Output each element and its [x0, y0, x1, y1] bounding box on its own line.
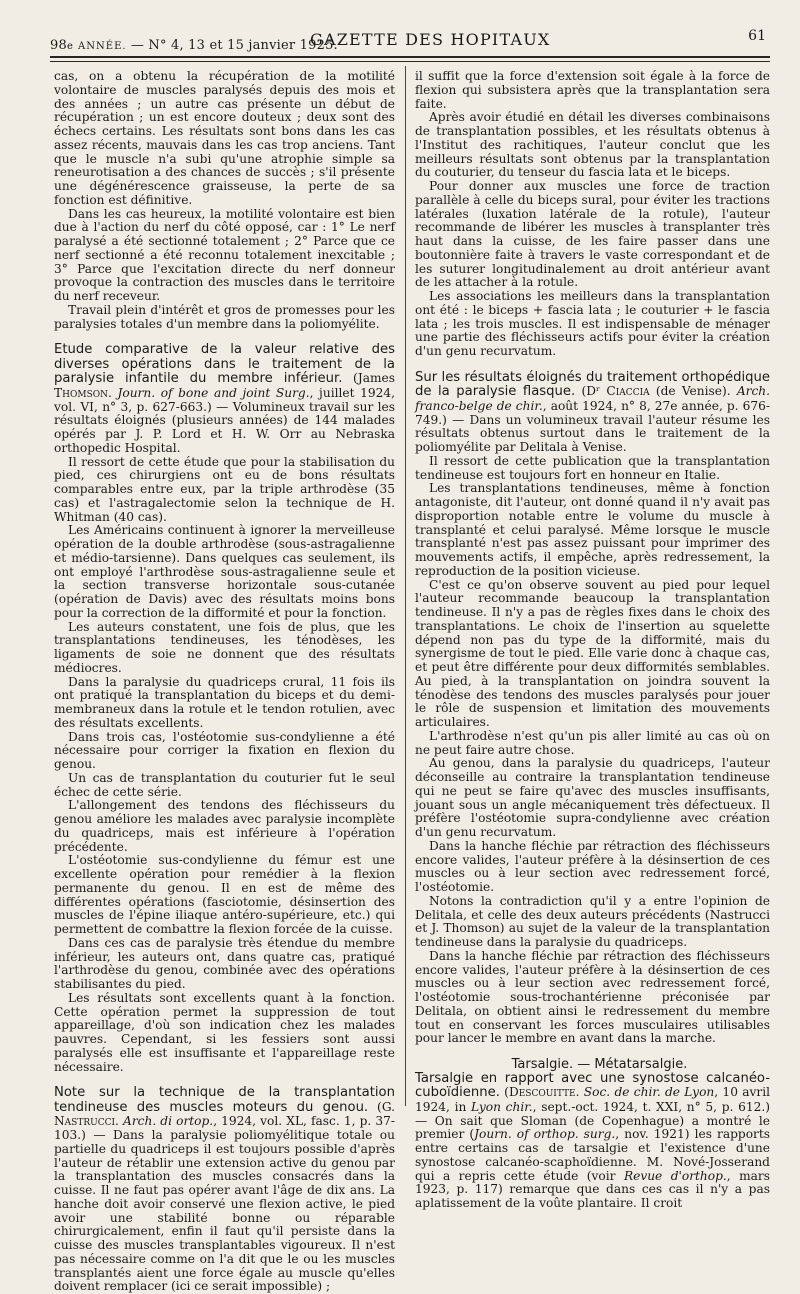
paragraph: il suffit que la force d'extension soit égale à la force de flexion qui subsistera après que la transplantation sera faite.	[415, 69, 770, 111]
journal-name: Journ. of bone and joint Surg.	[117, 385, 310, 400]
issue-date: — N° 4, 13 et 15 janvier 1925.	[126, 38, 338, 53]
ref-text: , août 1924, n° 8, 27e année, p. 676-749.) — Dans un volumineux travail l'auteur résume les résultats obtenus surtout dans le traitement de la poliomyélite par Delitala à Venise.	[415, 398, 771, 454]
nastrucci-entry	[54, 1086, 395, 1294]
ref-text: , mars 1923, p. 117) remarque que dans ces cas il n'y a pas aplatissement de la voûte plantaire. Il croit	[415, 1168, 770, 1210]
paragraph: L'arthrodèse n'est qu'un pis aller limité au cas où on ne peut faire autre chose.	[415, 728, 770, 757]
ref-text: (G.	[368, 1099, 395, 1114]
paragraph: cas, on a obtenu la récupération de la motilité volontaire de muscles paralysés depuis des mois et des années ; un autre cas présente un début de récupération ; un est encore douteux ; deux sont des échecs certains. Les résultats sont bons dans les cas assez récents, mauvais dans les cas trop anciens. Tant que le muscle n'a subi qu'une atrophie simple sa reneurotisation a des chances de succès ; s'il présente une dégénérescence graisseuse, la perte de sa fonction est définitive.	[54, 69, 395, 207]
paragraph: Les associations les meilleurs dans la transplantation ont été : le biceps + fascia lata ; le couturier + le fascia lata ; les trois muscles. Il est indispensable de ménager une partie des fléchisseurs actifs pour éviter la création d'un genu recurvatum.	[415, 289, 770, 358]
paragraph: Il ressort de cette étude que pour la stabilisation du pied, ces chirurgiens ont eu de bons résultats comparables entre eux, par la triple arthrodèse (35 cas) et l'astragalectomie selon la technique de H. Whitman (40 cas).	[54, 454, 395, 524]
author-name: Thomson	[54, 385, 108, 400]
ref-text: , 1924, vol. XL, fasc. 1, p. 37-103.) — Dans la paralysie poliomyélitique totale ou partielle du quadriceps il est toujours possible d'après l'auteur de rétablir une extension active du genou par la transplantation des muscles consacrés dans la cuisse. Il ne faut pas opérer avant l'âge de dix ans. La hanche doit avoir conservé une flexion active, le pied avoir une stabilité bonne ou réparable chirurgicalement, enfin il faut qu'il persiste dans la cuisse des muscles transplantables vigoureux. Il n'est pas nécessaire comme on l'a dit que le ou les muscles transplantés aient une force égale au muscle qu'elles doivent remplacer (ici ce serait impossible) ;	[54, 1114, 395, 1294]
author-name: Ciaccia	[606, 384, 650, 399]
ref-text: .	[108, 385, 118, 400]
paragraph: Au genou, dans la paralysie du quadriceps, l'auteur déconseille au contraire la transplantation tendineuse qui ne peut se faire qu'avec des muscles insuffisants, jouant sous un angle mécaniquement très défectueux. Il préfère l'ostéotomie supra-condylienne avec création d'un genu recurvatum.	[415, 756, 770, 839]
paragraph: Un cas de transplantation du couturier fut le seul échec de cette série.	[54, 770, 395, 799]
paragraph: Les auteurs constatent, une fois de plus, que les transplantations tendineuses, les ténodèses, les ligaments de soie ne donnent que des résultats médiocres.	[54, 619, 395, 675]
author-name: Descouitte	[508, 1085, 576, 1100]
ref-text: (	[499, 1085, 509, 1100]
paragraph: Travail plein d'intérêt et gros de promesses pour les paralysies totales d'un membre dans la poliomyélite.	[54, 302, 395, 331]
paragraph: Dans la paralysie du quadriceps crural, 11 fois ils ont pratiqué la transplantation du biceps et du demi-membraneux dans la rotule et le tendon rotulien, avec des résultats excellents.	[54, 674, 395, 730]
ciaccia-entry	[415, 371, 770, 455]
paragraph: Pour donner aux muscles une force de traction parallèle à celle du biceps sural, pour éviter les tractions latérales (luxation latérale de la rotule), l'auteur recommande de libérer les muscles à transplanter très haut dans la cuisse, de les faire passer dans une boutonnière faite à travers le vaste correspondant et de les suturer longitudinalement au droit antérieur avant de les attacher à la rotule.	[415, 179, 770, 290]
paragraph: L'allongement des tendons des fléchisseurs du genou améliore les malades avec paralysie incomplète du quadriceps, mais est inférieure à l'opération précédente.	[54, 798, 395, 854]
paragraph: Les Américains continuent à ignorer la merveilleuse opération de la double arthrodèse (sous-astragalienne et médio-tarsienne). Dans quelques cas seulement, ils ont employé l'arthrodèse sous-astragalienne seule et la section transverse horizontale sous-cutanée (opération de Davis) avec des résultats moins bons pour la correction de la difformité et pour la fonction.	[54, 523, 395, 620]
journal-title: GAZETTE DES HOPITAUX	[310, 30, 551, 49]
page-number: 61	[748, 28, 766, 44]
ref-text: , nov. 1921) les rapports entre certains cas de tarsalgie et l'existence d'une synostose calcanéo-scaphoïdienne. M. Nové-Josserand qui a repris cette étude (voir	[415, 1127, 771, 1183]
journal-name: Lyon chir.	[471, 1099, 533, 1114]
journal-name: Arch. franco-belge de chir.	[415, 384, 770, 413]
descouitte-entry	[415, 1072, 770, 1211]
ref-text: , 10 avril 1924, in	[415, 1085, 771, 1114]
journal-name: Journ. of orthop. surg.	[474, 1127, 616, 1142]
article-title: Note sur la technique de la transplantation tendineuse des muscles moteurs du genou.	[54, 1085, 395, 1115]
paragraph: Dans trois cas, l'ostéotomie sus-condylienne a été nécessaire pour corriger la fixation en flexion du genou.	[54, 729, 395, 771]
ref-text: , sept.-oct. 1924, t. XXI, n° 5, p. 612.) — On sait que Sloman (de Copenhague) a montré le premier (	[415, 1099, 770, 1142]
header-rule-thin	[50, 61, 770, 62]
journal-name: Revue d'orthop.	[623, 1168, 727, 1183]
section-heading: Tarsalgie. — Métatarsalgie.	[511, 1057, 688, 1072]
thomson-entry	[54, 343, 395, 455]
paragraph: Il ressort de cette publication que la transplantation tendineuse est toujours fort en honneur en Italie.	[415, 453, 770, 482]
running-header	[40, 26, 770, 56]
paragraph: Dans ces cas de paralysie très étendue du membre inférieur, les auteurs ont, dans quatre cas, pratiqué l'arthrodèse du genou, combinée avec des opérations stabilisantes du pied.	[54, 935, 395, 991]
paragraph: Dans la hanche fléchie par rétraction des fléchisseurs encore valides, l'auteur préfère à la désinsertion de ces muscles ou à leur section avec redressement forcé, l'ostéotomie sous-trochantérienne préconisée par Delitala, on obtient ainsi le redressement du membre tout en conservant les forces musculaires utilisables pour lancer le membre en avant dans la marche.	[415, 948, 770, 1046]
left-column	[54, 70, 395, 1294]
paragraph: Dans les cas heureux, la motilité volontaire est bien due à l'action du nerf du côté opposé, car : 1° Le nerf paralysé a été sectionné totalement ; 2° Parce que ce nerf sectionné a été reconnu totalement inexcitable ; 3° Parce que l'excitation directe du nerf donneur provoque la contraction des muscles dans le territoire du nerf receveur.	[54, 206, 395, 303]
ref-text: (James	[342, 371, 395, 386]
volume-number: 98	[50, 38, 67, 53]
ref-text: .	[575, 1085, 584, 1100]
paragraph: Après avoir étudié en détail les diverses combinaisons de transplantation possibles, et les résultats obtenus à l'Institut des rachitiques, l'auteur conclut que les meilleurs résultats sont obtenus par la transplantation du couturier, du tenseur du fascia lata et le biceps.	[415, 110, 770, 180]
ref-text: (Dʳ	[575, 384, 607, 399]
ref-text: (de Venise).	[649, 384, 737, 399]
paragraph: Notons la contradiction qu'il y a entre l'opinion de Delitala, et celle des deux auteurs précédents (Nastrucci et J. Thomson) au sujet de la valeur de la transplantation tendineuse dans la paralysie du quadriceps.	[415, 893, 770, 949]
right-column	[415, 70, 770, 1211]
paragraph: Les résultats sont excellents quant à la fonction. Cette opération permet la suppression de tout appareillage, d'où son indication chez les malades pauvres. Cependant, si les fessiers sont aussi paralysés elle est insuffisante et l'appareillage reste nécessaire.	[54, 990, 395, 1074]
article-title: Tarsalgie en rapport avec une synostose calcanéo-cuboïdienne.	[415, 1070, 770, 1101]
paragraph: Dans la hanche fléchie par rétraction des fléchisseurs encore valides, l'auteur préfère à la désinsertion de ces muscles ou à leur section avec redressement forcé, l'ostéotomie.	[415, 838, 770, 894]
issue-info	[50, 38, 338, 53]
journal-name: Soc. de chir. de Lyon	[583, 1085, 715, 1100]
ref-text: .	[115, 1114, 124, 1129]
article-title: Etude comparative de la valeur relative des diverses opérations dans le traitement de la paralysie infantile du membre inférieur.	[54, 342, 395, 387]
header-rule-thick	[50, 56, 770, 58]
paragraph: C'est ce qu'on observe souvent au pied pour lequel l'auteur recommande beaucoup la transplantation tendineuse. Il n'y a pas de règles fixes dans le choix des transplantations. Le choix de l'insertion au squelette dépend non pas du type de la difformité, mais du synergisme de tout le pied. Elle varie donc à chaque cas, et peut être différente pour deux difformités semblables. Au pied, à la transplantation on joindra souvent la ténodèse des tendons des muscles paralysés pour jouer le rôle de suspension et limitation des mouvements articulaires.	[415, 577, 770, 729]
paragraph: L'ostéotomie sus-condylienne du fémur est une excellente opération pour remédier à la flexion permanente du genou. Il en est de même des différentes opérations (fasciotomie, désinsertion des muscles de l'épine iliaque antéro-supérieure, etc.) qui permettent de combattre la flexion forcée de la cuisse.	[54, 853, 395, 936]
annee-label: e ANNÉE.	[66, 41, 127, 52]
column-divider	[405, 66, 406, 1106]
author-name: Nastrucci	[54, 1114, 116, 1129]
paragraph: Les transplantations tendineuses, même à fonction antagoniste, dit l'auteur, ont donné quand il n'y avait pas disproportion notable entre le volume du muscle à transplanté et celui paralysé. Même lorsque le muscle transplanté n'est pas assez puissant pour imprimer des mouvements actifs, il empêche, après redressement, la reproduction de la position vicieuse.	[415, 481, 770, 578]
journal-name: Arch. di ortop.	[123, 1114, 214, 1129]
article-title: Sur les résultats éloignés du traitement orthopédique de la paralysie flasque.	[415, 369, 770, 400]
ref-text: , juillet 1924, vol. VI, n° 3, p. 627-663.) — Volumineux travail sur les résultats éloignés (plusieurs années) de 144 malades opérés par J. P. Lord et H. W. Orr au Nebraska orthopedic Hospital.	[54, 385, 395, 455]
